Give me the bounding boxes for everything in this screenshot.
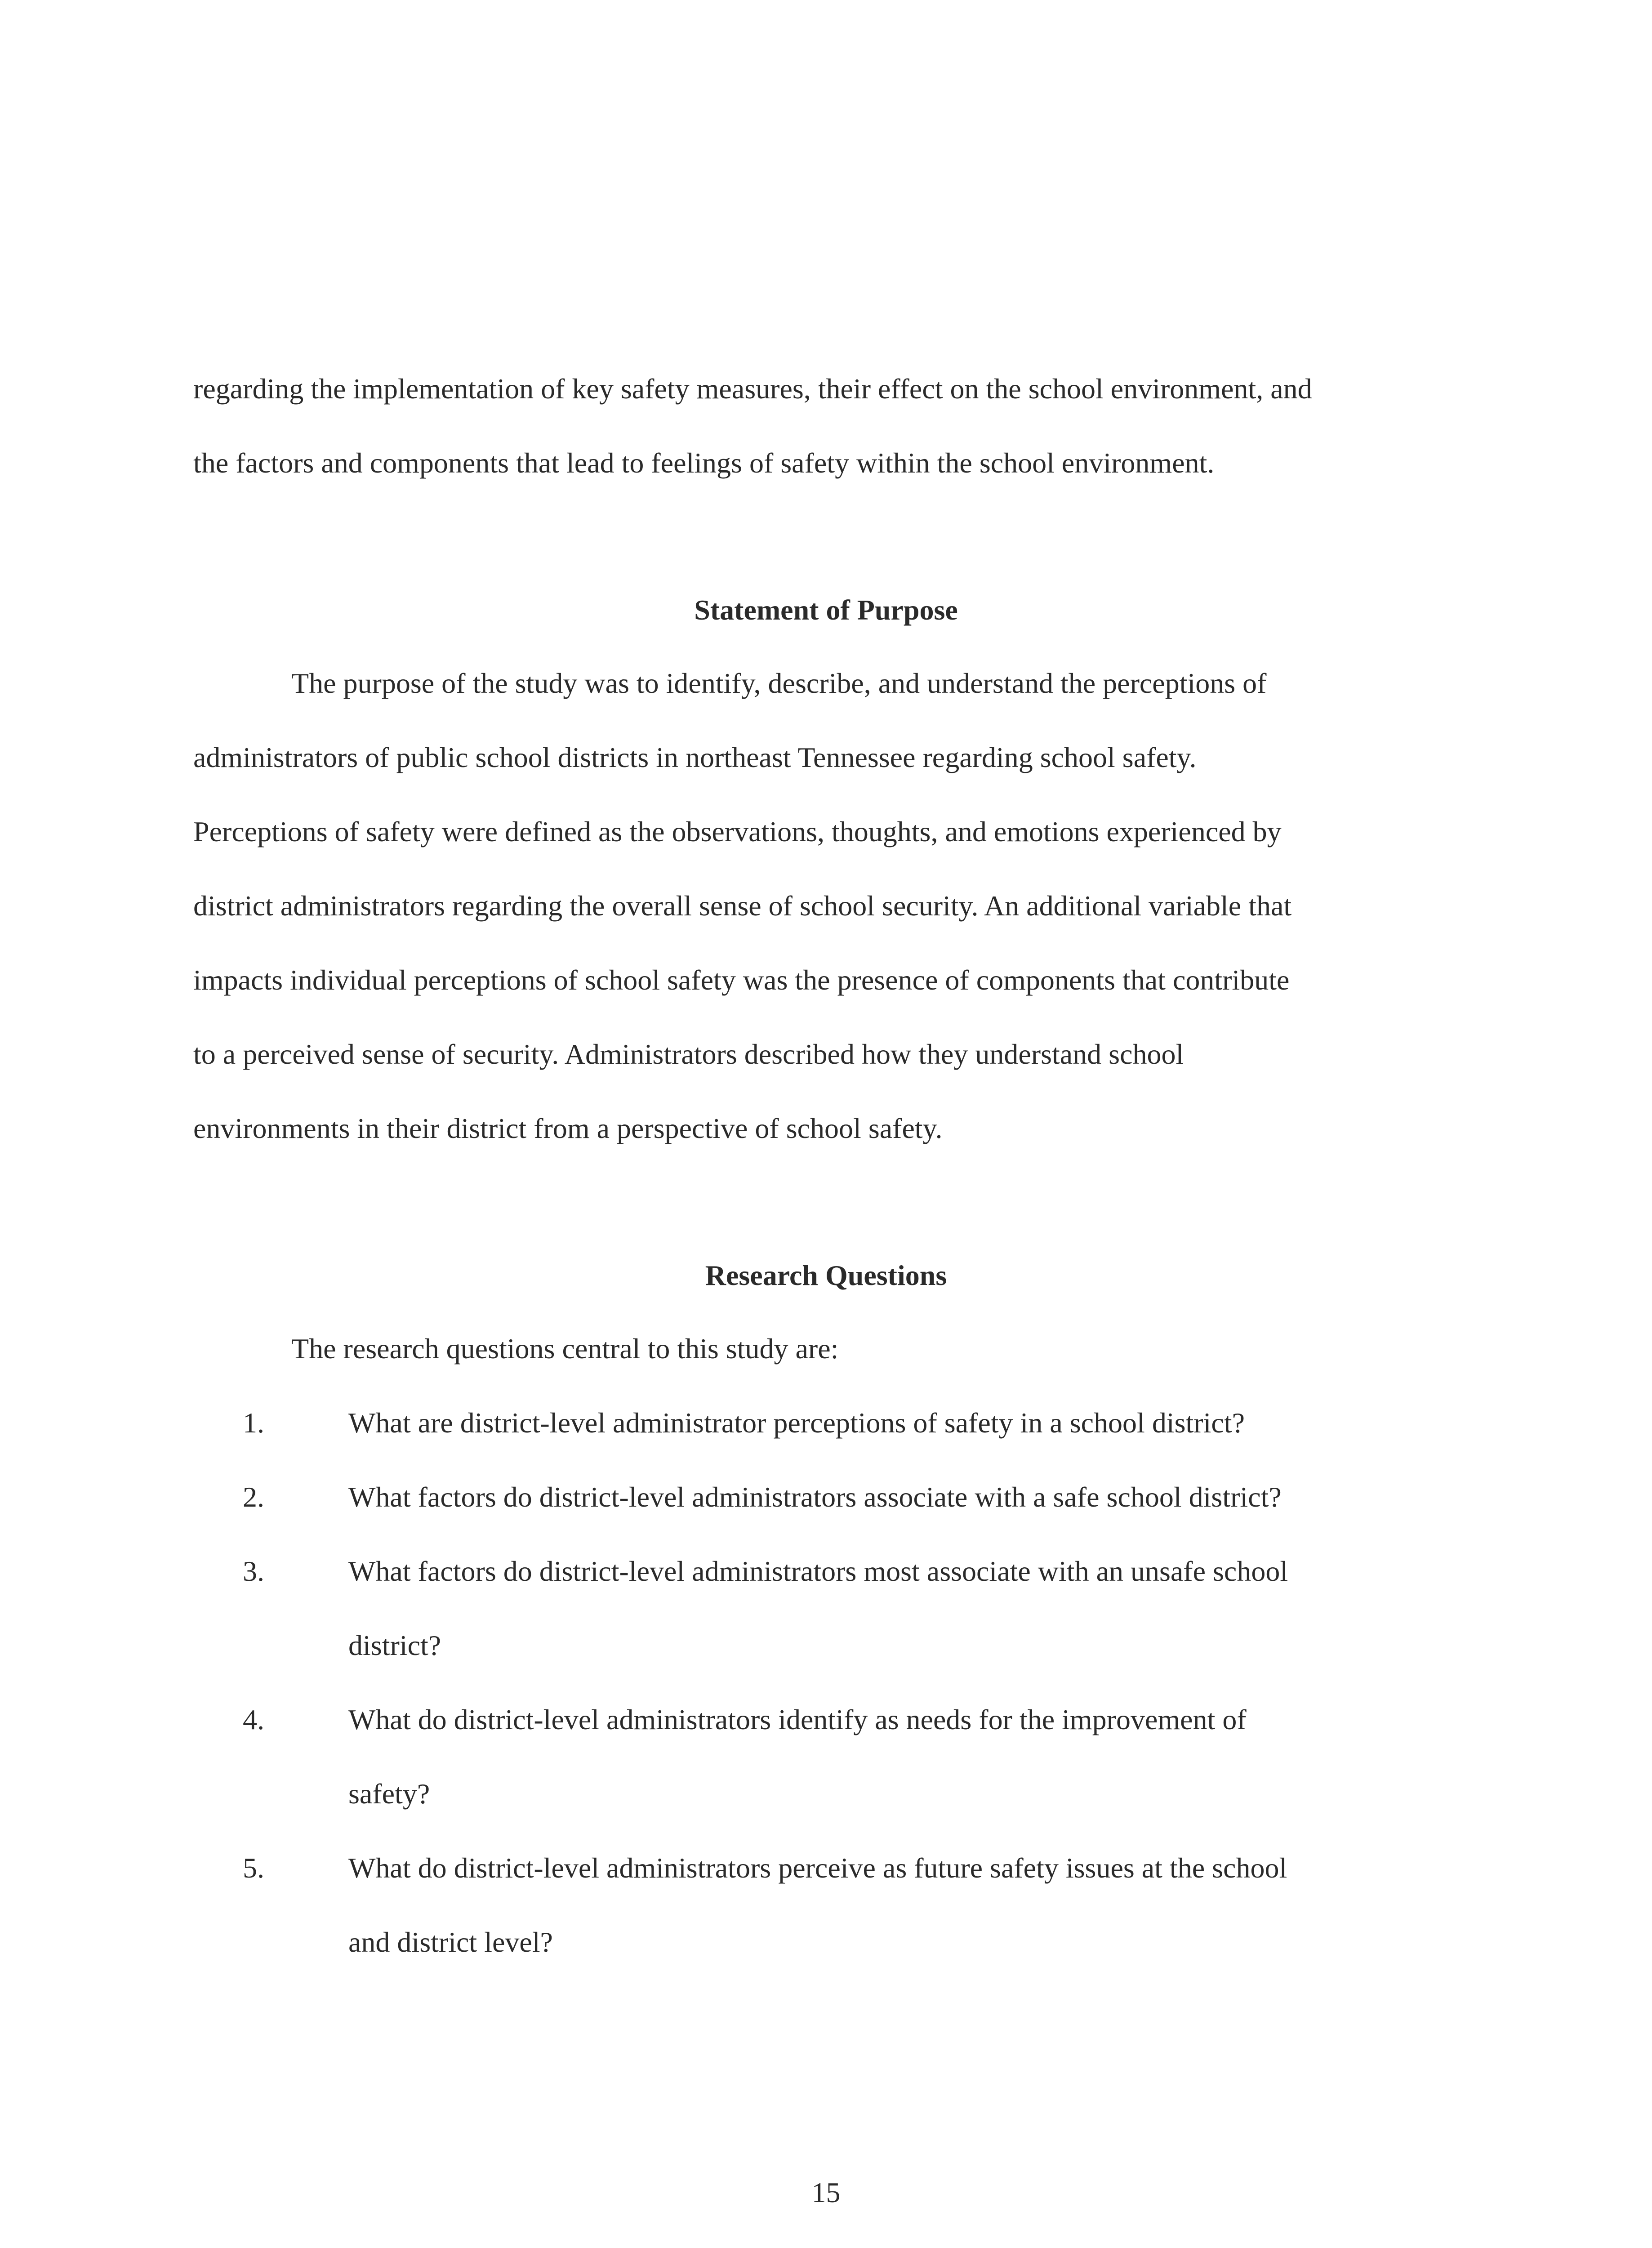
purpose-line: administrators of public school districts in northeast Tennessee regarding school safety. xyxy=(193,741,1197,773)
list-item-line: and district level? xyxy=(348,1926,553,1958)
list-item-number: 1. xyxy=(243,1407,264,1439)
intro-line: regarding the implementation of key safety measures, their effect on the school environment, and xyxy=(193,373,1312,405)
research-questions-heading: Research Questions xyxy=(705,1259,947,1291)
list-item-line: What are district-level administrator perceptions of safety in a school district? xyxy=(348,1407,1245,1439)
research-questions-list xyxy=(193,1386,1470,1979)
purpose-line: district administrators regarding the overall sense of school security. An additional variable that xyxy=(193,890,1292,922)
intro-paragraph xyxy=(193,352,1470,500)
list-item xyxy=(193,1386,1470,1460)
intro-line: the factors and components that lead to feelings of safety within the school environment. xyxy=(193,447,1215,479)
list-item-line: safety? xyxy=(348,1778,430,1810)
list-item xyxy=(193,1460,1470,1534)
purpose-line: impacts individual perceptions of school safety was the presence of components that contribute xyxy=(193,964,1290,996)
purpose-heading: Statement of Purpose xyxy=(694,594,958,626)
purpose-line: to a perceived sense of security. Administrators described how they understand school xyxy=(193,1038,1184,1070)
purpose-line: environments in their district from a perspective of school safety. xyxy=(193,1112,943,1144)
research-questions-intro-line: The research questions central to this study are: xyxy=(291,1333,839,1365)
page-number: 15 xyxy=(811,2177,841,2208)
list-item-number: 5. xyxy=(243,1852,264,1884)
list-item xyxy=(193,1534,1470,1682)
list-item-number: 2. xyxy=(243,1481,264,1513)
list-item-number: 3. xyxy=(243,1555,264,1587)
list-item xyxy=(193,1831,1470,1979)
list-item-line: district? xyxy=(348,1629,441,1661)
list-item-number: 4. xyxy=(243,1704,264,1735)
purpose-line: The purpose of the study was to identify, describe, and understand the perceptions of xyxy=(291,667,1267,699)
list-item-line: What factors do district-level administrators associate with a safe school district? xyxy=(348,1481,1282,1513)
list-item-line: What do district-level administrators identify as needs for the improvement of xyxy=(348,1704,1247,1735)
list-item-line: What factors do district-level administrators most associate with an unsafe school xyxy=(348,1555,1288,1587)
list-item-line: What do district-level administrators perceive as future safety issues at the school xyxy=(348,1852,1287,1884)
purpose-paragraph xyxy=(193,646,1470,1165)
research-questions-intro xyxy=(193,1311,1470,1386)
list-item xyxy=(193,1682,1470,1831)
purpose-line: Perceptions of safety were defined as the observations, thoughts, and emotions experienced by xyxy=(193,816,1282,847)
